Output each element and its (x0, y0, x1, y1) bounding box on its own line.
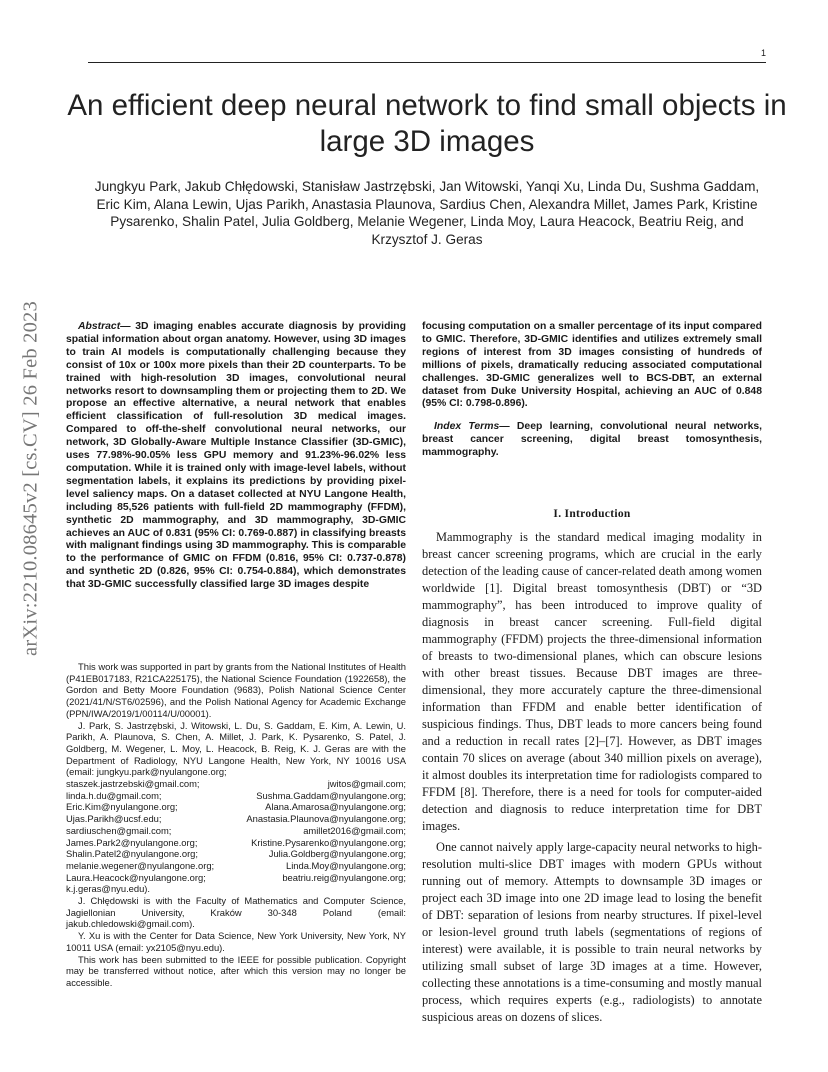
right-column-abstract (422, 321, 762, 460)
affiliation-jagiellonian: J. Chłędowski is with the Faculty of Mathematics and Computer Science, Jagiellonian University, Kraków 30-348 Poland (email: jakub.chledowski@gmail.com). (66, 895, 406, 930)
submission-note: This work has been submitted to the IEEE for possible publication. Copyright may be transferred without notice, after which this version may no longer be accessible. (66, 953, 406, 988)
arxiv-identifier: arXiv:2210.08645v2 [cs.CV] 26 Feb 2023 (19, 301, 42, 656)
abstract-label: Abstract— (78, 321, 131, 332)
email-right: Sushma.Gaddam@nyulangone.org; (256, 789, 406, 801)
email-row (66, 848, 406, 860)
email-row (66, 837, 406, 849)
email-left: melanie.wegener@nyulangone.org; (66, 859, 215, 871)
page-number: 1 (760, 48, 766, 58)
email-row (66, 778, 406, 790)
email-left: Ujas.Parikh@ucsf.edu; (66, 813, 162, 825)
email-list (66, 778, 406, 883)
abstract (66, 321, 406, 592)
affiliation-nyu: J. Park, S. Jastrzębski, J. Witowski, L. Du, S. Gaddam, E. Kim, A. Lewin, U. Parikh, A. Plaunova, S. Chen, A. Millet, J. Park, K. Pysarenko, S. Patel, J. Goldberg, M. Wegener, L. Moy, L. Heacock, B. Reig, K. J. Geras are with the Department of Radiology, NYU Langone Health, New York, NY 10016 USA (email: jungkyu.park@nyulangone.org; (66, 719, 406, 778)
email-left: linda.h.du@gmail.com; (66, 789, 162, 801)
left-column (66, 321, 406, 592)
intro-paragraph-2: One cannot naively apply large-capacity neural networks to high-resolution multi-slice DBT images with modern GPUs without running out of memory. Attempts to downsample 3D images or project each 3D image into one 2D image lead to losing the benefit of DBT: separation of lesions from nearby structures. If pixel-level or lesion-level ground truth labels (segmentations of regions of interest) were available, it is possible to train neural networks by utilizing small subset of large 3D images at a time. However, collecting these annotations is a time-consuming and mostly manual process, which requires experts (e.g., radiologists) to annotate suspicious areas on dozens of slices. (422, 840, 762, 1024)
email-row (66, 801, 406, 813)
email-row (66, 813, 406, 825)
email-row (66, 790, 406, 802)
email-right: Kristine.Pysarenko@nyulangone.org; (251, 836, 406, 848)
email-right: Linda.Moy@nyulangone.org; (285, 859, 406, 871)
introduction-body (422, 529, 762, 1030)
index-terms (422, 421, 762, 460)
email-right: jwitos@gmail.com; (327, 778, 406, 790)
email-right: amillet2016@gmail.com; (303, 824, 406, 836)
header-rule (88, 62, 766, 63)
email-right: Julia.Goldberg@nyulangone.org; (268, 848, 406, 860)
footnotes (66, 661, 406, 989)
email-left: James.Park2@nyulangone.org; (66, 836, 198, 848)
email-right: beatriu.reig@nyulangone.org; (282, 871, 406, 883)
email-row (66, 872, 406, 884)
author-list: Jungkyu Park, Jakub Chłędowski, Stanisław Jastrzębski, Jan Witowski, Yanqi Xu, Linda Du, Sushma Gaddam, Eric Kim, Alana Lewin, Ujas Parikh, Anastasia Plaunova, Sardius Chen, Alexandra Millet, James Park, Kristine Pysarenko, Shalin Patel, Julia Goldberg, Melanie Wegener, Linda Moy, Laura Heacock, Beatriu Reig, and Krzysztof J. Geras (94, 179, 760, 247)
intro-paragraph-1: Mammography is the standard medical imaging modality in breast cancer screening programs, which are crucial in the early detection of the leading cause of cancer-related death among women worldwide [1]. Digital breast tomosynthesis (DBT) or “3D mammography”, has been introduced to improve quality of diagnosis in breast cancer screening. Full-field digital mammography (FFDM) projects the three-dimensional information of breasts to two-dimensional planes, which can obscure lesions with other breast tissues. Because DBT images are three-dimensional, they more accurately capture the three-dimensional information than FFDM and enable better identification of suspicious findings. Thus, DBT leads to more cancers being found and a reduction in recall rates [2]–[7]. However, as DBT images contain 70 slices on average (about 340 million pixels on average), it almost doubles its interpretation time for radiologists compared to FFDM [8]. Therefore, there is a need for tools for computer-aided detection and diagnosis to reduce interpretation time for DBT images. (422, 530, 762, 833)
email-left: Eric.Kim@nyulangone.org; (66, 801, 178, 813)
email-left: Laura.Heacock@nyulangone.org; (66, 871, 206, 883)
email-right: Anastasia.Plaunova@nyulangone.org; (246, 813, 406, 825)
funding-note: This work was supported in part by grants from the National Institutes of Health (P41EB017183, R21CA225175), the National Science Foundation (1922658), the Gordon and Betty Moore Foundation (9683), Polish National Science Center (2021/41/N/ST6/02596), and the Polish National Agency for Academic Exchange (PPN/IWA/2019/1/00114/U/00001). (66, 661, 406, 719)
email-left: sardiuschen@gmail.com; (66, 824, 172, 836)
index-terms-text: Deep learning, convolutional neural networks, breast cancer screening, digital breast tomosynthesis, mammography. (422, 421, 763, 459)
abstract-continuation: focusing computation on a smaller percentage of its input compared to GMIC. Therefore, 3D-GMIC identifies and utilizes extremely small regions of interest from 3D images consisting of hundreds of millions of pixels, dramatically reducing associated computational challenges. 3D-GMIC generalizes well to BCS-DBT, an external dataset from Duke University Hospital, achieving an AUC of 0.848 (95% CI: 0.798-0.896). (422, 321, 762, 410)
paper-title: An efficient deep neural network to find small objects in large 3D images (67, 89, 787, 158)
email-last: k.j.geras@nyu.edu). (66, 883, 151, 895)
index-terms-label: Index Terms— (434, 421, 510, 433)
email-right: Alana.Amarosa@nyulangone.org; (265, 801, 406, 813)
email-left: staszek.jastrzebski@gmail.com; (66, 778, 200, 790)
section-heading-introduction: I. Introduction (553, 508, 631, 520)
abstract-text-part1: 3D imaging enables accurate diagnosis by providing spatial information about organ anatomy. However, using 3D images to train AI models is computationally challenging because they consist of 10x or 100x more pixels than their 2D counterparts. To be trained with high-resolution 3D images, convolutional neural networks resort to downsampling them or projecting them to 2D. We propose an effective alternative, a neural network that enables efficient classification of full-resolution 3D medical images. Compared to off-the-shelf convolutional neural networks, our network, 3D Globally-Aware Multiple Instance Classifier (3D-GMIC), uses 77.98%-90.05% less GPU memory and 91.23%-96.02% less computation. While it is trained only with image-level labels, without segmentation labels, it explains its predictions by providing pixel-level saliency maps. On a dataset collected at NYU Langone Health, including 85,526 patients with full-field 2D mammography (FFDM), synthetic 2D mammography, and 3D mammography, 3D-GMIC achieves an AUC of 0.831 (95% CI: 0.769-0.887) in classifying breasts with malignant findings using 3D mammography. This is comparable to the performance of GMIC on FFDM (0.816, 95% CI: 0.737-0.878) and synthetic 2D (0.826, 95% CI: 0.754-0.884), which demonstrates that 3D-GMIC successfully classified large 3D images despite (66, 321, 406, 591)
email-row (66, 825, 406, 837)
email-left: Shalin.Patel2@nyulangone.org; (66, 848, 199, 860)
affiliation-cds: Y. Xu is with the Center for Data Science, New York University, New York, NY 10011 USA (email: yx2105@nyu.edu). (66, 930, 406, 953)
email-row (66, 860, 406, 872)
